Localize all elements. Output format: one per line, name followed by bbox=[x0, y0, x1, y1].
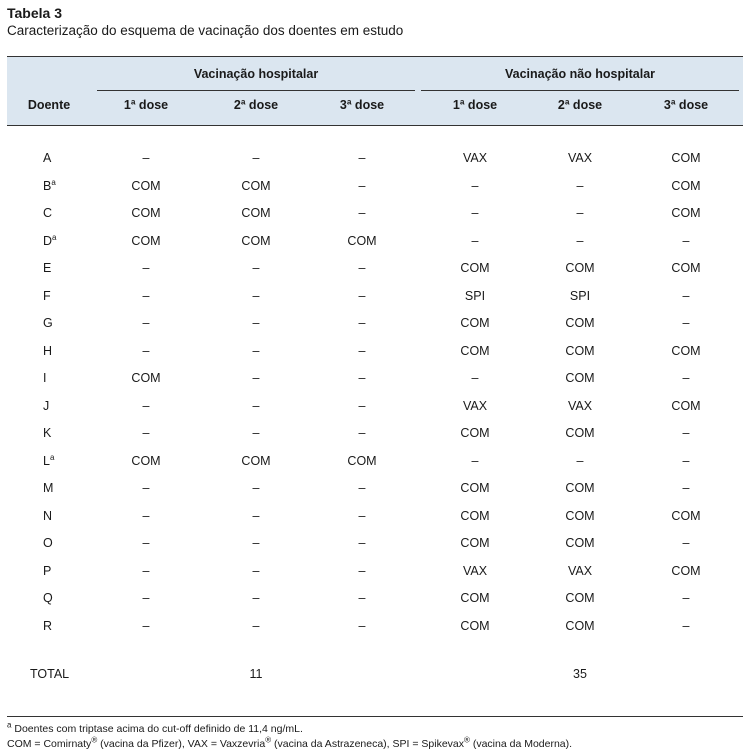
table-cell: VAX bbox=[462, 563, 488, 578]
table-cell: VAX bbox=[567, 563, 593, 578]
table-cell: – bbox=[358, 261, 366, 275]
table-cell: – bbox=[471, 233, 479, 248]
table-cell: SPI bbox=[464, 288, 486, 303]
table-cell: COM bbox=[671, 398, 701, 413]
group-header-hospital: Vacinação hospitalar bbox=[193, 67, 319, 81]
table-cell: COM bbox=[460, 508, 490, 523]
table-cell: COM bbox=[460, 591, 490, 605]
table-cell: COM bbox=[347, 233, 377, 248]
table-cell: COM bbox=[671, 508, 701, 523]
table-cell: – bbox=[682, 481, 690, 495]
table-cell: COM bbox=[460, 481, 490, 495]
column-header-dose: 2ª dose bbox=[233, 98, 279, 112]
table-cell: – bbox=[252, 481, 260, 495]
table-cell: VAX bbox=[462, 151, 488, 165]
row-patient-label: G bbox=[43, 316, 53, 330]
table-cell: VAX bbox=[462, 398, 488, 413]
table-cell: – bbox=[358, 618, 366, 633]
table-cell: – bbox=[142, 343, 150, 358]
table-cell: VAX bbox=[567, 398, 593, 413]
table-cell: COM bbox=[565, 343, 595, 358]
table-cell: – bbox=[142, 508, 150, 523]
table-cell: COM bbox=[565, 618, 595, 633]
footnote-rule bbox=[7, 716, 743, 717]
table-cell: – bbox=[576, 206, 584, 220]
row-patient-label: J bbox=[43, 398, 50, 413]
table-cell: COM bbox=[460, 618, 490, 633]
table-cell: COM bbox=[131, 178, 161, 193]
table-cell: – bbox=[142, 316, 150, 330]
table-cell: COM bbox=[671, 206, 701, 220]
table-cell: – bbox=[358, 591, 366, 605]
group-rule-non-hospital bbox=[421, 90, 739, 91]
table-cell: COM bbox=[565, 371, 595, 385]
table-cell: COM bbox=[460, 536, 490, 550]
table-cell: – bbox=[358, 536, 366, 550]
table-cell: SPI bbox=[569, 288, 591, 303]
table-cell: – bbox=[358, 481, 366, 495]
row-patient-label: F bbox=[43, 288, 51, 303]
group-rule-hospital bbox=[97, 90, 415, 91]
table-cell: – bbox=[252, 343, 260, 358]
table-cell: – bbox=[142, 288, 150, 303]
row-patient-label: M bbox=[43, 481, 54, 495]
table-cell: COM bbox=[565, 481, 595, 495]
table-cell: – bbox=[576, 233, 584, 248]
table-cell: COM bbox=[241, 206, 271, 220]
table-cell: COM bbox=[131, 371, 161, 385]
table-cell: COM bbox=[241, 178, 271, 193]
row-patient-label: A bbox=[43, 151, 52, 165]
table-cell: – bbox=[682, 591, 690, 605]
table-cell: COM bbox=[460, 261, 490, 275]
table-cell: – bbox=[358, 371, 366, 385]
table-cell: – bbox=[142, 563, 150, 578]
column-header-dose: 1ª dose bbox=[452, 98, 498, 112]
table-cell: COM bbox=[460, 343, 490, 358]
table-cell: – bbox=[682, 316, 690, 330]
table-cell: – bbox=[142, 536, 150, 550]
row-patient-label: H bbox=[43, 343, 53, 358]
table-cell: – bbox=[358, 426, 366, 440]
footnote-abbreviations: COM = Comirnaty® (vacina da Pfizer), VAX = Vaxzevria® (vacina da Astrazeneca), SPI = Spikevax® (vacina da Moderna). bbox=[7, 735, 573, 750]
table-cell: – bbox=[252, 151, 260, 165]
total-non-hospital: 35 bbox=[573, 667, 587, 681]
table-cell: – bbox=[358, 563, 366, 578]
row-patient-label: N bbox=[43, 508, 53, 523]
table-cell: – bbox=[252, 563, 260, 578]
total-hospital: 11 bbox=[249, 667, 263, 681]
table-cell: – bbox=[471, 178, 479, 193]
table-cell: – bbox=[471, 206, 479, 220]
table-cell: – bbox=[682, 233, 690, 248]
table-cell: COM bbox=[241, 453, 271, 468]
table-cell: – bbox=[682, 453, 690, 468]
row-patient-label: R bbox=[43, 618, 53, 633]
table-cell: – bbox=[142, 618, 150, 633]
table-cell: – bbox=[682, 536, 690, 550]
table-cell: – bbox=[252, 508, 260, 523]
row-patient-label: O bbox=[43, 536, 53, 550]
table-subtitle: Caracterização do esquema de vacinação dos doentes em estudo bbox=[7, 23, 404, 38]
table-cell: – bbox=[358, 206, 366, 220]
table-cell: – bbox=[358, 343, 366, 358]
table-cell: COM bbox=[565, 508, 595, 523]
row-patient-label: E bbox=[43, 261, 52, 275]
column-header-patient: Doente bbox=[27, 98, 71, 112]
table-cell: VAX bbox=[567, 151, 593, 165]
row-patient-label: C bbox=[43, 206, 53, 220]
table-cell: COM bbox=[131, 233, 161, 248]
column-header-dose: 2ª dose bbox=[557, 98, 603, 112]
table-cell: COM bbox=[565, 261, 595, 275]
table-cell: – bbox=[252, 316, 260, 330]
table-cell: – bbox=[471, 453, 479, 468]
row-patient-label: $L^a$ bbox=[43, 452, 55, 468]
table-cell: – bbox=[142, 398, 150, 413]
table-title: Tabela 3 bbox=[7, 5, 62, 21]
column-header-dose: 3ª dose bbox=[663, 98, 709, 112]
table-cell: – bbox=[252, 261, 260, 275]
total-label: TOTAL bbox=[30, 667, 70, 681]
table-cell: COM bbox=[460, 426, 490, 440]
table-cell: – bbox=[142, 151, 150, 165]
table-cell: – bbox=[142, 591, 150, 605]
table-cell: – bbox=[358, 288, 366, 303]
table-cell: – bbox=[471, 371, 479, 385]
table-cell: COM bbox=[565, 316, 595, 330]
table-cell: – bbox=[576, 453, 584, 468]
table-cell: – bbox=[142, 261, 150, 275]
table-cell: – bbox=[682, 618, 690, 633]
table-cell: – bbox=[358, 178, 366, 193]
table-cell: COM bbox=[671, 261, 701, 275]
row-patient-label: $D^a$ bbox=[43, 232, 57, 248]
table-cell: – bbox=[358, 151, 366, 165]
column-header-dose: 1ª dose bbox=[123, 98, 169, 112]
footnote-a: $^a$ Doentes com triptase acima do cut-off definido de 11,4 ng/mL. bbox=[7, 720, 303, 735]
table-cell: – bbox=[142, 481, 150, 495]
column-header-dose: 3ª dose bbox=[339, 98, 385, 112]
row-patient-label: $B^a$ bbox=[43, 177, 56, 193]
row-patient-label: I bbox=[43, 371, 47, 385]
table-cell: – bbox=[682, 426, 690, 440]
table-cell: – bbox=[252, 618, 260, 633]
table-cell: – bbox=[682, 288, 690, 303]
table-cell: – bbox=[252, 398, 260, 413]
table-cell: – bbox=[142, 426, 150, 440]
table-cell: – bbox=[682, 371, 690, 385]
table-cell: – bbox=[358, 316, 366, 330]
table-cell: COM bbox=[565, 536, 595, 550]
table-cell: COM bbox=[131, 453, 161, 468]
table-cell: – bbox=[252, 536, 260, 550]
table-cell: – bbox=[252, 591, 260, 605]
table-cell: – bbox=[358, 508, 366, 523]
table-cell: – bbox=[252, 371, 260, 385]
table-cell: – bbox=[358, 398, 366, 413]
table-cell: – bbox=[252, 426, 260, 440]
table-cell: COM bbox=[671, 343, 701, 358]
table-cell: – bbox=[576, 178, 584, 193]
table-cell: COM bbox=[671, 151, 701, 165]
row-patient-label: K bbox=[43, 426, 52, 440]
table-cell: COM bbox=[671, 563, 701, 578]
group-header-non-hospital: Vacinação não hospitalar bbox=[504, 67, 656, 81]
table-cell: COM bbox=[565, 426, 595, 440]
table-cell: COM bbox=[131, 206, 161, 220]
table-cell: COM bbox=[671, 178, 701, 193]
table-cell: COM bbox=[241, 233, 271, 248]
table-cell: COM bbox=[460, 316, 490, 330]
row-patient-label: P bbox=[43, 563, 52, 578]
row-patient-label: Q bbox=[43, 591, 53, 605]
table-cell: COM bbox=[347, 453, 377, 468]
table-cell: – bbox=[252, 288, 260, 303]
table-cell: COM bbox=[565, 591, 595, 605]
